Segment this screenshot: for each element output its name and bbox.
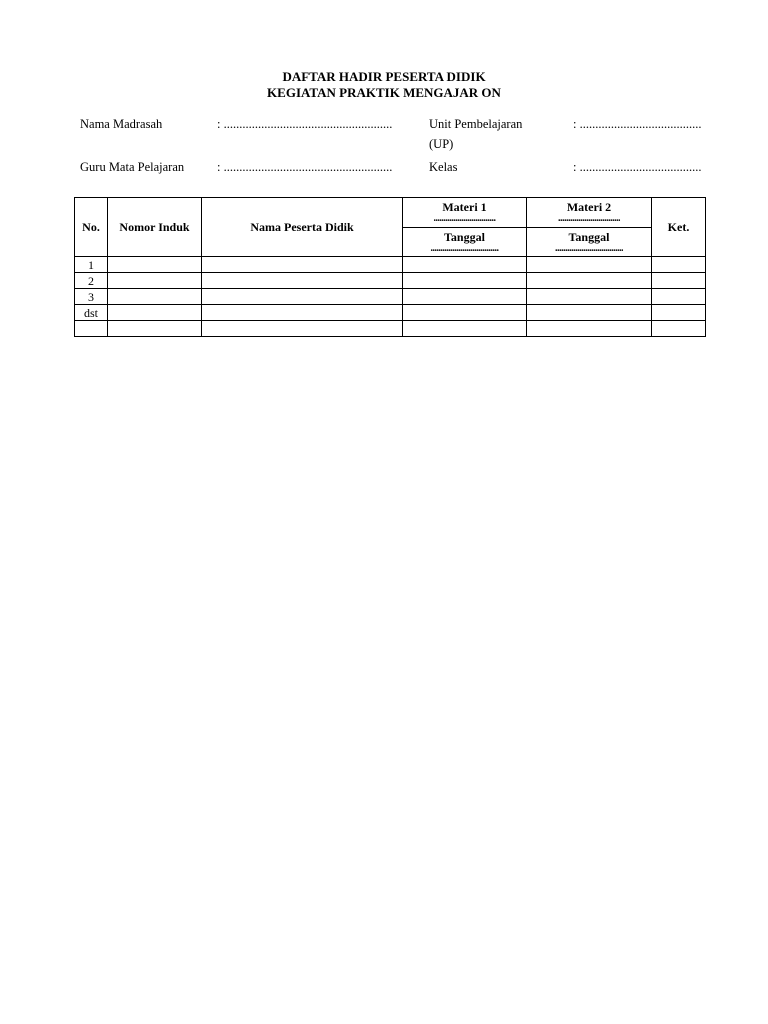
unit-pembelajaran-label-suffix: (UP)	[429, 137, 454, 151]
attendance-table	[74, 197, 706, 337]
cell-materi-1	[403, 273, 527, 289]
header-materi-2	[527, 198, 652, 228]
document-subtitle: KEGIATAN PRAKTIK MENGAJAR ON	[267, 85, 501, 100]
header-nomor-induk: Nomor Induk	[108, 198, 202, 257]
cell-materi-2	[527, 305, 652, 321]
unit-pembelajaran-value: : .......................................	[573, 117, 702, 131]
cell-nomor-induk	[108, 273, 202, 289]
materi-2-label: Materi 2	[566, 200, 612, 215]
cell-nama	[202, 257, 403, 273]
unit-pembelajaran-label: Unit Pembelajaran	[429, 117, 523, 131]
header-tanggal-2	[527, 227, 652, 257]
row-no	[75, 321, 108, 337]
cell-nama	[202, 289, 403, 305]
table-row	[75, 321, 706, 337]
cell-nama	[202, 273, 403, 289]
cell-ket	[652, 273, 706, 289]
materi-2-dots: ...............................	[558, 213, 620, 225]
tanggal-2-dots: ..................................	[555, 242, 623, 254]
cell-nomor-induk	[108, 289, 202, 305]
cell-materi-2	[527, 273, 652, 289]
nama-madrasah-label: Nama Madrasah	[80, 117, 163, 131]
cell-ket	[652, 257, 706, 273]
table-row	[75, 273, 706, 289]
cell-materi-1	[403, 289, 527, 305]
cell-ket	[652, 305, 706, 321]
nama-madrasah-value: : ......................................................	[217, 117, 393, 131]
cell-materi-2	[527, 257, 652, 273]
cell-ket	[652, 289, 706, 305]
row-no: 1	[75, 257, 108, 273]
cell-nomor-induk	[108, 321, 202, 337]
cell-materi-2	[527, 289, 652, 305]
tanggal-2-label: Tanggal	[568, 229, 610, 244]
tanggal-1-label: Tanggal	[444, 229, 485, 244]
guru-mata-pelajaran-label: Guru Mata Pelajaran	[80, 160, 185, 174]
header-no: No.	[75, 198, 108, 257]
cell-materi-1	[403, 305, 527, 321]
header-nama-peserta-didik: Nama Peserta Didik	[202, 198, 403, 257]
table-row	[75, 289, 706, 305]
cell-materi-1	[403, 321, 527, 337]
kelas-value: : .......................................	[573, 160, 702, 174]
cell-materi-1	[403, 257, 527, 273]
cell-materi-2	[527, 321, 652, 337]
cell-nomor-induk	[108, 257, 202, 273]
document-title: DAFTAR HADIR PESERTA DIDIK	[282, 69, 486, 84]
row-no: dst	[75, 305, 108, 321]
table-row	[75, 305, 706, 321]
header-tanggal-1	[403, 227, 527, 257]
materi-1-dots: ...............................	[433, 213, 496, 225]
table-row	[75, 257, 706, 273]
cell-nama	[202, 321, 403, 337]
tanggal-1-dots: ..................................	[430, 242, 499, 254]
row-no: 2	[75, 273, 108, 289]
cell-ket	[652, 321, 706, 337]
cell-nomor-induk	[108, 305, 202, 321]
materi-1-label: Materi 1	[442, 200, 487, 215]
header-ket: Ket.	[652, 198, 706, 257]
header-materi-1	[403, 198, 527, 228]
row-no: 3	[75, 289, 108, 305]
cell-nama	[202, 305, 403, 321]
kelas-label: Kelas	[429, 160, 458, 174]
guru-mata-pelajaran-value: : ......................................................	[217, 160, 393, 174]
